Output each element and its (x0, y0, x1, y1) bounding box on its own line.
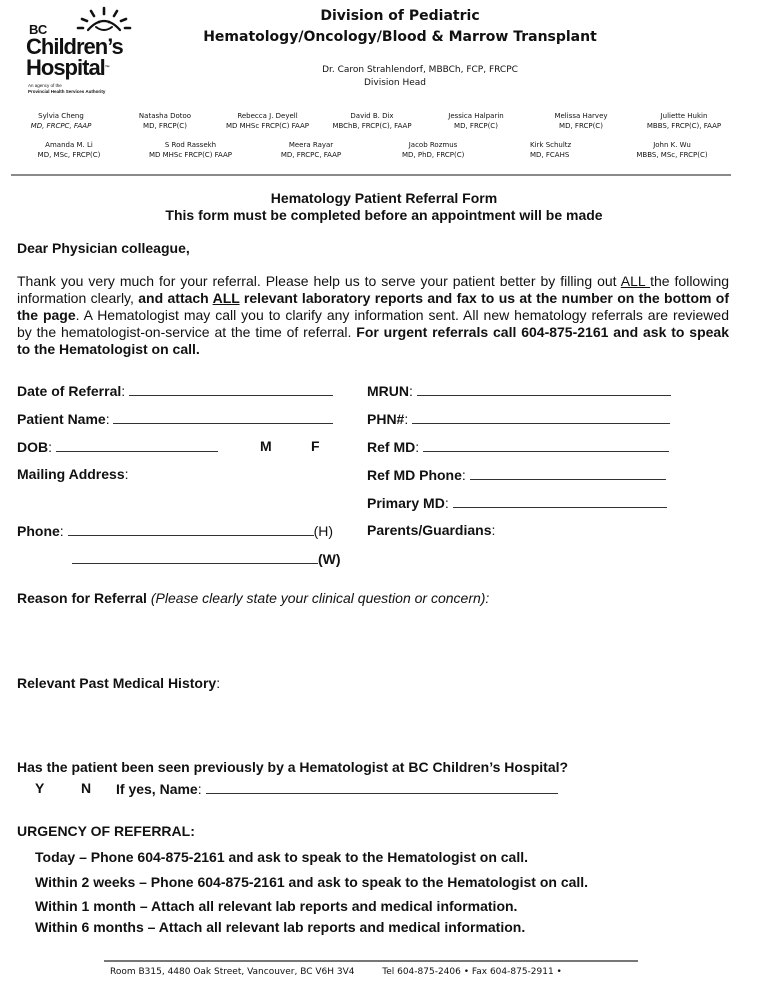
ref-md-input[interactable] (423, 438, 669, 452)
greeting: Dear Physician colleague, (17, 240, 190, 256)
logo-tagline-authority: Provincial Health Services Authority (28, 89, 106, 94)
staff-member: Jessica Halparin MD, FRCP(C) (448, 112, 504, 130)
footer-contact: Tel 604-875-2406 • Fax 604-875-2911 • (382, 967, 562, 977)
urgency-option-2-weeks[interactable]: Within 2 weeks – Phone 604-875-2161 and ask to speak to the Hematologist on call. (35, 874, 589, 890)
ref-md-phone-field[interactable]: Ref MD Phone: (367, 466, 666, 483)
staff-member: Melissa Harvey MD, FRCP(C) (554, 112, 608, 130)
staff-member: John K. Wu MBBS, MSc, FRCP(C) (636, 141, 708, 159)
sex-male-option[interactable]: M (260, 438, 272, 454)
staff-member: Meera Rayar MD, FRCPC, FAAP (280, 141, 342, 159)
form-subtitle: This form must be completed before an appointment will be made (165, 207, 603, 223)
form-title: Hematology Patient Referral Form (270, 190, 498, 206)
dob-input[interactable] (56, 438, 218, 452)
staff-member: Rebecca J. Deyell MD MHSc FRCP(C) FAAP (225, 112, 310, 130)
urgency-title: URGENCY OF REFERRAL: (17, 823, 195, 839)
intro-paragraph: Thank you very much for your referral. Please help us to serve your patient better by filling out ALL the following information clearly, and attach ALL relevant laboratory reports and fax to us at the number on the bottom of the page. A Hematologist may call you to clarify any information sent. All new hematology referrals are reviewed by the hematologist-on-service at the time of referral. For urgent referrals call 604-875-2161 and ask to speak to the Hematologist on call. (17, 273, 730, 357)
seen-name-input[interactable] (206, 780, 558, 794)
logo-line2: Hospital™ (26, 55, 109, 80)
staff-member: David B. Dix MBChB, FRCP(C), FAAP (332, 112, 412, 130)
division-head-role: Division Head (363, 78, 427, 88)
staff-member: Amanda M. Li MD, MSc, FRCP(C) (37, 141, 101, 159)
dob-field[interactable]: DOB: (17, 438, 218, 455)
urgency-option-today[interactable]: Today – Phone 604-875-2161 and ask to speak to the Hematologist on call. (35, 849, 529, 865)
seen-no-option[interactable]: N (81, 780, 92, 796)
division-title-line2: Hematology/Oncology/Blood & Marrow Transplant (203, 29, 597, 45)
primary-md-field[interactable]: Primary MD: (367, 494, 667, 511)
header-divider (11, 174, 731, 176)
ref-md-field[interactable]: Ref MD: (367, 438, 669, 455)
sex-female-option[interactable]: F (311, 438, 320, 454)
logo-line1: Children’s (26, 34, 123, 59)
seen-yes-option[interactable]: Y (35, 780, 45, 796)
mrun-input[interactable] (417, 382, 671, 396)
hospital-logo (26, 6, 146, 96)
past-medical-history-input[interactable] (17, 695, 729, 755)
footer-divider (104, 960, 638, 962)
ref-md-phone-input[interactable] (470, 466, 666, 480)
patient-name-field[interactable]: Patient Name: (17, 410, 333, 427)
logo-bc-text: BC (29, 22, 47, 37)
past-medical-history-label: Relevant Past Medical History: (17, 675, 221, 691)
division-head-name: Dr. Caron Strahlendorf, MBBCh, FCP, FRCPC (322, 65, 518, 75)
staff-member: Sylvia Cheng MD, FRCPC, FAAP (30, 112, 92, 130)
footer-address: Room B315, 4480 Oak Street, Vancouver, BC V6H 3V4 (110, 967, 355, 977)
staff-member: Jacob Rozmus MD, PhD, FRCP(C) (402, 141, 465, 159)
phone-home-input[interactable] (68, 522, 314, 536)
phone-work-field[interactable]: (W) (72, 550, 341, 567)
parents-guardians-field[interactable]: Parents/Guardians: (367, 522, 496, 538)
mailing-address-field[interactable]: Mailing Address: (17, 466, 129, 482)
phn-field[interactable]: PHN#: (367, 410, 670, 427)
date-of-referral-field[interactable]: Date of Referral: (17, 382, 333, 399)
sun-smile-icon (74, 6, 134, 36)
staff-member: S Rod Rassekh MD MHSc FRCP(C) FAAP (148, 141, 233, 159)
staff-member: Natasha Dotoo MD, FRCP(C) (138, 112, 192, 130)
phone-home-field[interactable]: Phone: (H) (17, 523, 333, 539)
patient-name-input[interactable] (113, 410, 333, 424)
reason-for-referral-label: Reason for Referral (Please clearly state your clinical question or concern): (17, 590, 490, 606)
urgency-option-6-months[interactable]: Within 6 months – Attach all relevant lab reports and medical information. (35, 919, 526, 935)
division-title-line1: Division of Pediatric (320, 8, 480, 24)
urgency-option-1-month[interactable]: Within 1 month – Attach all relevant lab reports and medical information. (35, 898, 518, 914)
footer (110, 967, 562, 977)
phone-work-input[interactable] (72, 550, 318, 564)
seen-previously-question: Has the patient been seen previously by a Hematologist at BC Children’s Hospital? (17, 759, 569, 775)
staff-member: Kirk Schultz MD, FCAHS (530, 141, 572, 159)
mrun-field[interactable]: MRUN: (367, 382, 671, 399)
staff-member: Juliette Hukin MBBS, FRCP(C), FAAP (646, 112, 722, 130)
reason-for-referral-input[interactable] (17, 610, 729, 670)
logo-tagline: An agency of the (28, 83, 62, 88)
phn-input[interactable] (412, 410, 670, 424)
date-of-referral-input[interactable] (129, 382, 333, 396)
primary-md-input[interactable] (453, 494, 667, 508)
seen-name-field[interactable]: If yes, Name: (116, 780, 558, 797)
